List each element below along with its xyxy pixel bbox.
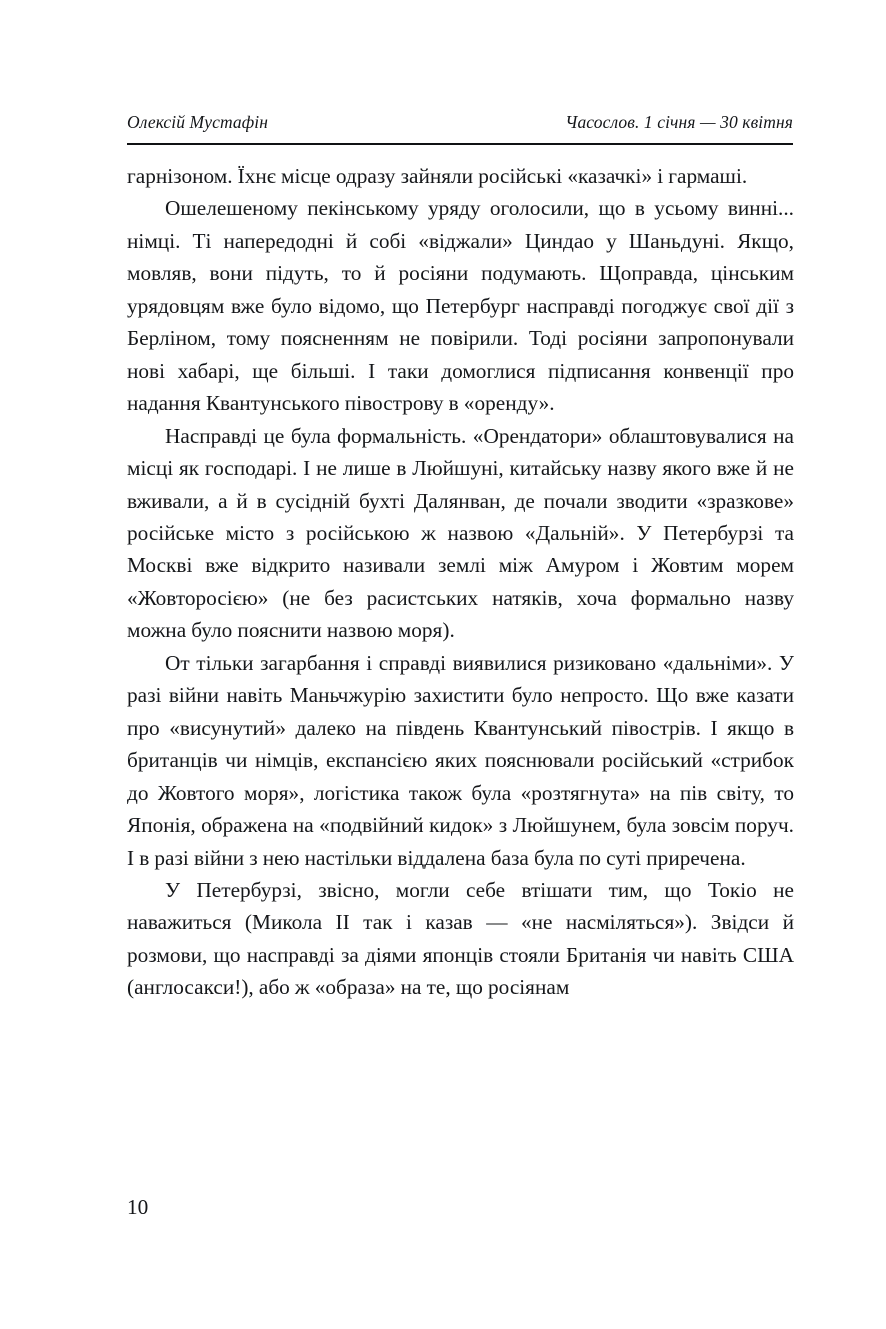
page-number: 10 bbox=[127, 1195, 149, 1219]
paragraph: Ошелешеному пекінському уряду оголосили, що в усьому винні... німці. Ті напередодні й собі «віджали» Циндао у Шаньдуні. Якщо, мовляв, вони підуть, то й росіяни подумають. Щоправда, цінським урядовцям вже було відомо, що Петербург насправді погоджує свої дії з Берліном, тому поясненням не повірили. Тоді росіяни запропонували нові хабарі, ще більші. І таки домоглися підписання конвенції про надання Квантунського півострову в «оренду». bbox=[127, 196, 794, 416]
paragraph: Насправді це була формальність. «Орендатори» облаштовувалися на місці як господарі. І не лише в Люйшуні, китайську назву якого вже й не вживали, а й в сусідній бухті Далянван, де почали зводити «зразкове» російське місто з російською ж назвою «Дальній». У Петербурзі та Москві вже відкрито називали землі між Амуром і Жовтим морем «Жовторосією» (не без расистських натяків, хоча формально назву можна було пояснити назвою моря). bbox=[127, 423, 794, 643]
running-head-rule bbox=[127, 143, 793, 145]
running-head bbox=[127, 112, 793, 133]
body-text-block bbox=[127, 160, 794, 1004]
paragraph: гарнізоном. Їхнє місце одразу зайняли російські «казачкі» і гармаші. bbox=[127, 164, 748, 188]
paragraph: От тільки загарбання і справді виявилися ризиковано «дальніми». У разі війни навіть Маньчжурію захистити було непросто. Що вже казати про «висунутий» далеко на південь Квантунський півострів. І якщо в британців чи німців, експансією яких пояснювали російський «стрибок до Жовтого моря», логістика також була «розтягнута» на пів світу, то Японія, ображена на «подвійний кидок» з Люйшунем, була зовсім поруч. І в разі війни з нею настільки віддалена база була по суті приречена. bbox=[127, 650, 794, 870]
running-head-title: Часослов. 1 січня — 30 квітня bbox=[565, 112, 793, 132]
paragraph: У Петербурзі, звісно, могли себе втішати тим, що Токіо не наважиться (Микола II так і казав — «не насміляться»). Звідси й розмови, що насправді за діями японців стояли Британія чи навіть США (англосакси!), або ж «образа» на те, що росіянам bbox=[127, 877, 794, 1000]
running-head-author: Олексій Мустафін bbox=[127, 112, 269, 132]
